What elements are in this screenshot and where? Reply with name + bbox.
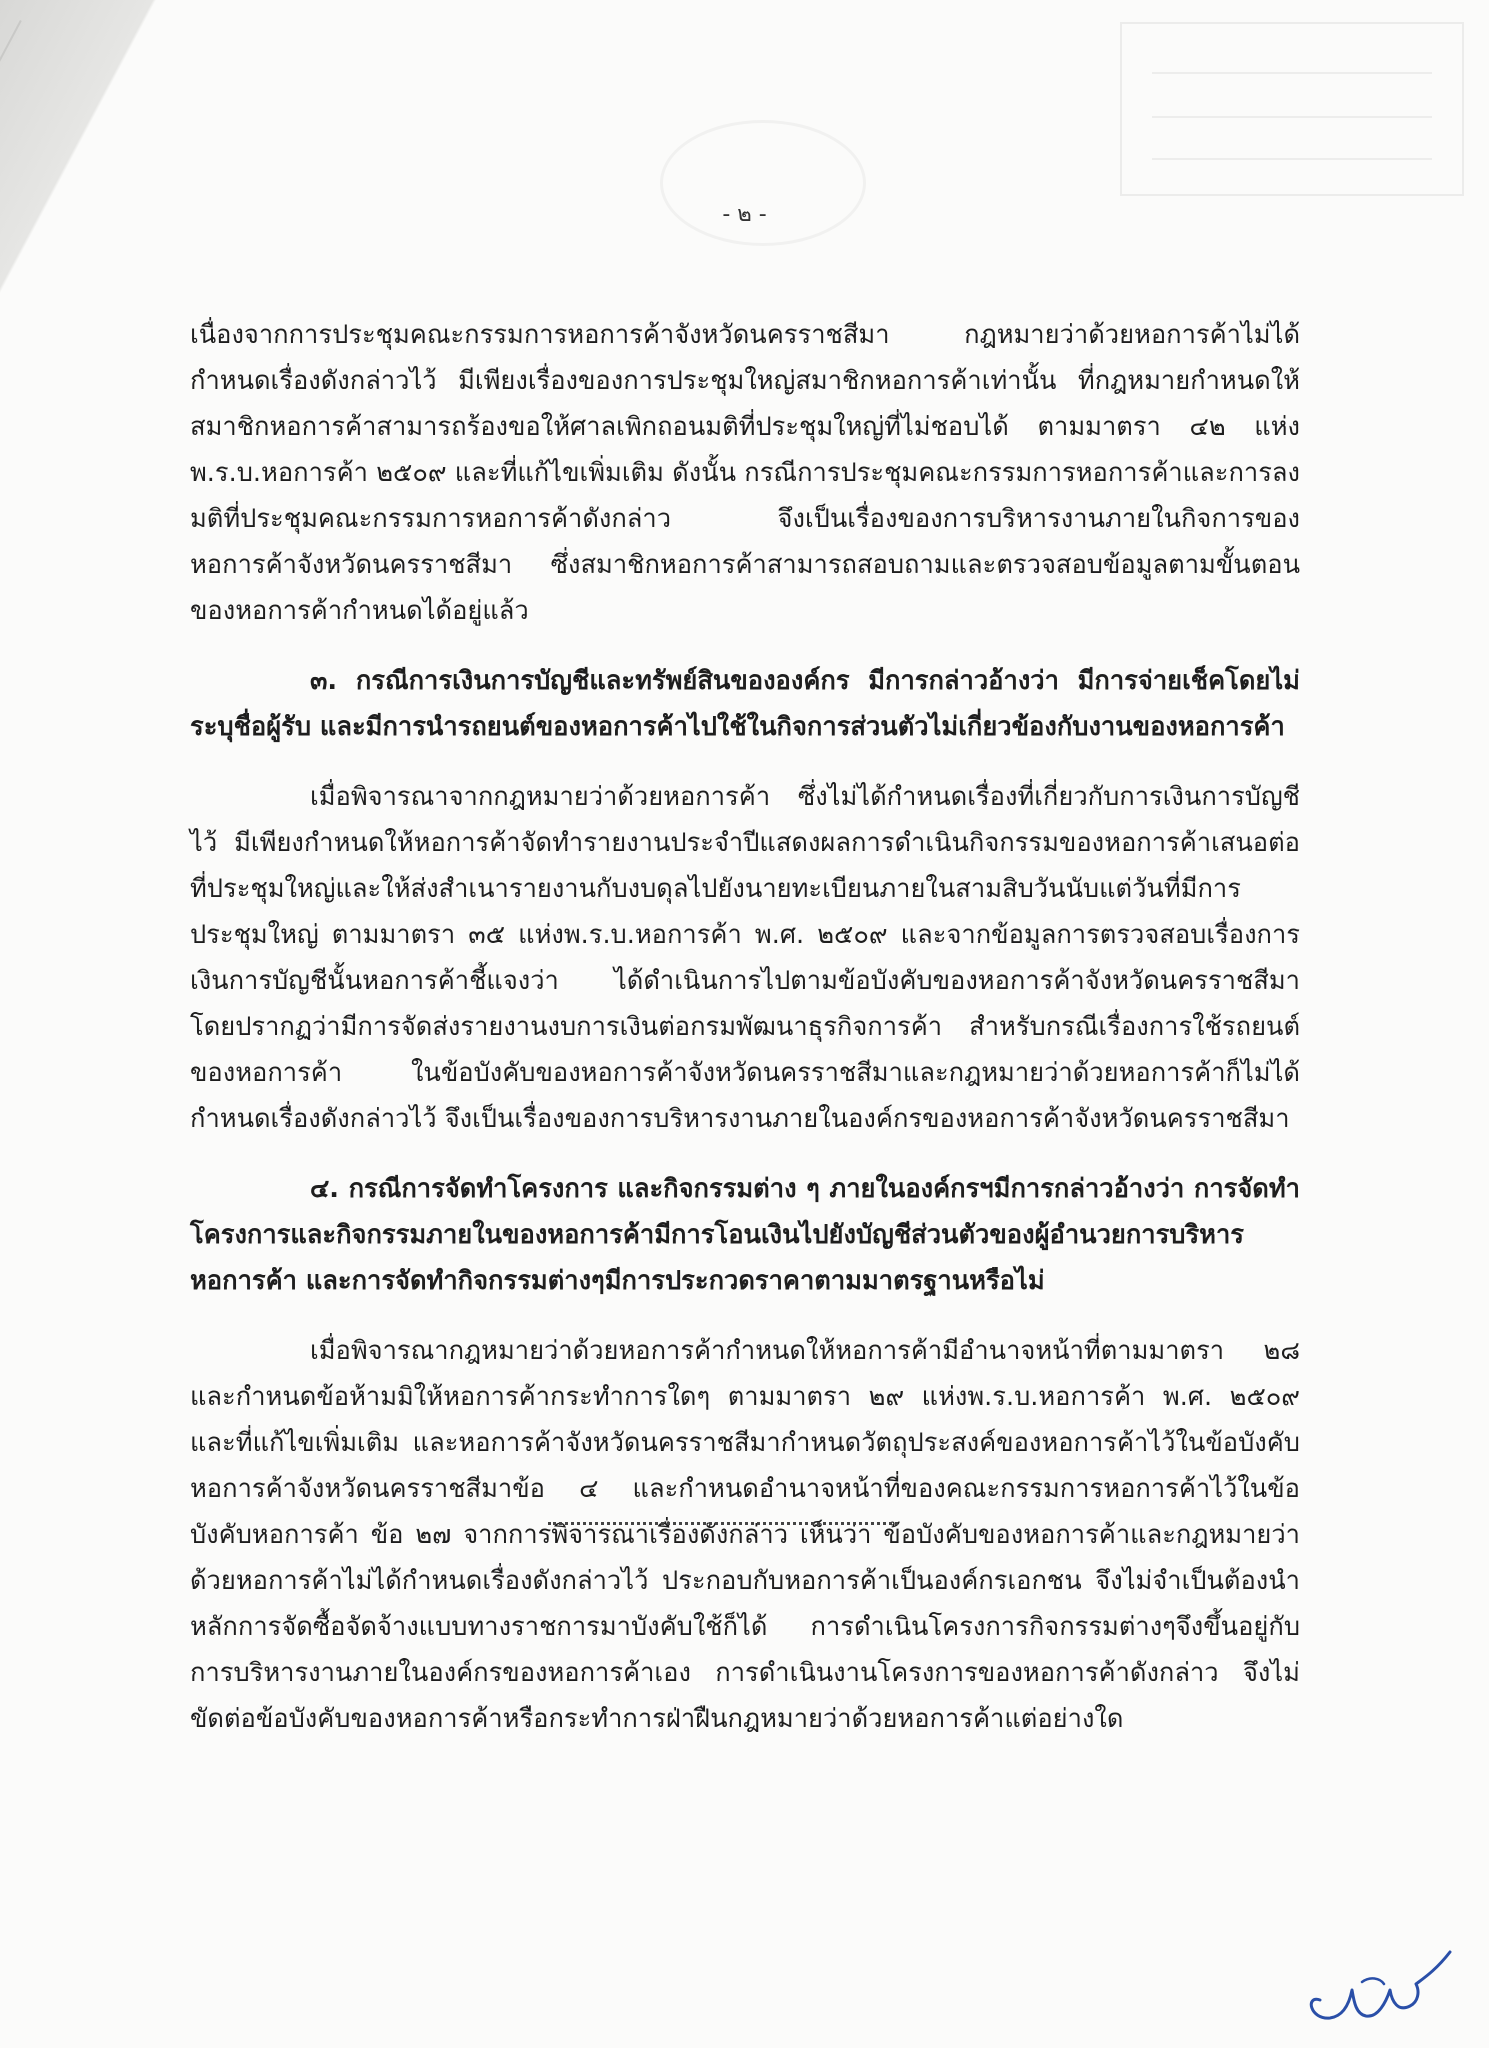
paragraph-chamber-meeting: เนื่องจากการประชุมคณะกรรมการหอการค้าจังหวัดนครราชสีมา กฎหมายว่าด้วยหอการค้าไม่ได้กำหนดเรื่องดังกล่าวไว้ มีเพียงเรื่องของการประชุมใหญ่สมาชิกหอการค้าเท่านั้น ที่กฎหมายกำหนดให้สมาชิกหอการค้าสามารถร้องขอให้ศาลเพิกถอนมติที่ประชุมใหญ่ที่ไม่ชอบได้ ตามมาตรา ๔๒ แห่งพ.ร.บ.หอการค้า ๒๕๐๙ และที่แก้ไขเพิ่มเติม ดังนั้น กรณีการประชุมคณะกรรมการหอการค้าและการลงมติที่ประชุมคณะกรรมการหอการค้าดังกล่าว จึงเป็นเรื่องของการบริหารงานภายในกิจการของหอการค้าจังหวัดนครราชสีมา ซึ่งสมาชิกหอการค้าสามารถสอบถามและตรวจสอบข้อมูลตามขั้นตอนของหอการค้ากำหนดได้อยู่แล้ว xyxy=(190,320,1300,626)
paragraph-finance-review: เมื่อพิจารณาจากกฎหมายว่าด้วยหอการค้า ซึ่งไม่ได้กำหนดเรื่องที่เกี่ยวกับการเงินการบัญชีไว้ มีเพียงกำหนดให้หอการค้าจัดทำรายงานประจำปีแสดงผลการดำเนินกิจกรรมของหอการค้าเสนอต่อที่ประชุมใหญ่และให้ส่งสำเนารายงานกับงบดุลไปยังนายทะเบียนภายในสามสิบวันนับแต่วันที่มีการประชุมใหญ่ ตามมาตรา ๓๕ แห่งพ.ร.บ.หอการค้า พ.ศ. ๒๕๐๙ และจากข้อมูลการตรวจสอบเรื่องการเงินการบัญชีนั้นหอการค้าชี้แจงว่า ได้ดำเนินการไปตามข้อบังคับของหอการค้าจังหวัดนครราชสีมา โดยปรากฏว่ามีการจัดส่งรายงานงบการเงินต่อกรมพัฒนาธุรกิจการค้า สำหรับกรณีเรื่องการใช้รถยนต์ของหอการค้า ในข้อบังคับของหอการค้าจังหวัดนครราชสีมาและกฎหมายว่าด้วยหอการค้าก็ไม่ได้กำหนดเรื่องดังกล่าวไว้ จึงเป็นเรื่องของการบริหารงานภายในองค์กรของหอการค้าจังหวัดนครราชสีมา xyxy=(190,782,1300,1134)
end-of-document-dotted-line xyxy=(548,1522,898,1525)
bleed-through-stamp xyxy=(1120,22,1464,196)
signature-initials-icon xyxy=(1300,1940,1460,2030)
heading-item-3-finance: ๓. กรณีการเงินการบัญชีและทรัพย์สินขององค์กร มีการกล่าวอ้างว่า มีการจ่ายเช็คโดยไม่ระบุชื่อผู้รับ และมีการนำรถยนต์ของหอการค้าไปใช้ในกิจการส่วนตัวไม่เกี่ยวข้องกับงานของหอการค้า xyxy=(190,666,1300,742)
paragraph-projects-review: เมื่อพิจารณากฎหมายว่าด้วยหอการค้ากำหนดให้หอการค้ามีอำนาจหน้าที่ตามมาตรา ๒๘ และกำหนดข้อห้ามมิให้หอการค้ากระทำการใดๆ ตามมาตรา ๒๙ แห่งพ.ร.บ.หอการค้า พ.ศ. ๒๕๐๙ และที่แก้ไขเพิ่มเติม และหอการค้าจังหวัดนครราชสีมากำหนดวัตถุประสงค์ของหอการค้าไว้ในข้อบังคับหอการค้าจังหวัดนครราชสีมาข้อ ๔ และกำหนดอำนาจหน้าที่ของคณะกรรมการหอการค้าไว้ในข้อบังคับหอการค้า ข้อ ๒๗ จากการพิจารณาเรื่องดังกล่าว เห็นว่า ข้อบังคับของหอการค้าและกฎหมายว่าด้วยหอการค้าไม่ได้กำหนดเรื่องดังกล่าวไว้ ประกอบกับหอการค้าเป็นองค์กรเอกชน จึงไม่จำเป็นต้องนำหลักการจัดซื้อจัดจ้างแบบทางราชการมาบังคับใช้ก็ได้ การดำเนินโครงการกิจกรรมต่างๆจึงขึ้นอยู่กับการบริหารงานภายในองค์กรของหอการค้าเอง การดำเนินงานโครงการของหอการค้าดังกล่าว จึงไม่ขัดต่อข้อบังคับของหอการค้าหรือกระทำการฝ่าฝืนกฎหมายว่าด้วยหอการค้าแต่อย่างใด xyxy=(190,1336,1300,1734)
page-fold-shadow xyxy=(0,0,180,300)
heading-item-4-projects: ๔. กรณีการจัดทำโครงการ และกิจกรรมต่าง ๆ ภายในองค์กรฯมีการกล่าวอ้างว่า การจัดทำโครงการและกิจกรรมภายในของหอการค้ามีการโอนเงินไปยังบัญชีส่วนตัวของผู้อำนวยการบริหารหอการค้า และการจัดทำกิจกรรมต่างๆมีการประกวดราคาตามมาตรฐานหรือไม่ xyxy=(190,1174,1300,1296)
page-number: - ๒ - xyxy=(722,202,767,227)
document-body xyxy=(190,312,1300,1742)
